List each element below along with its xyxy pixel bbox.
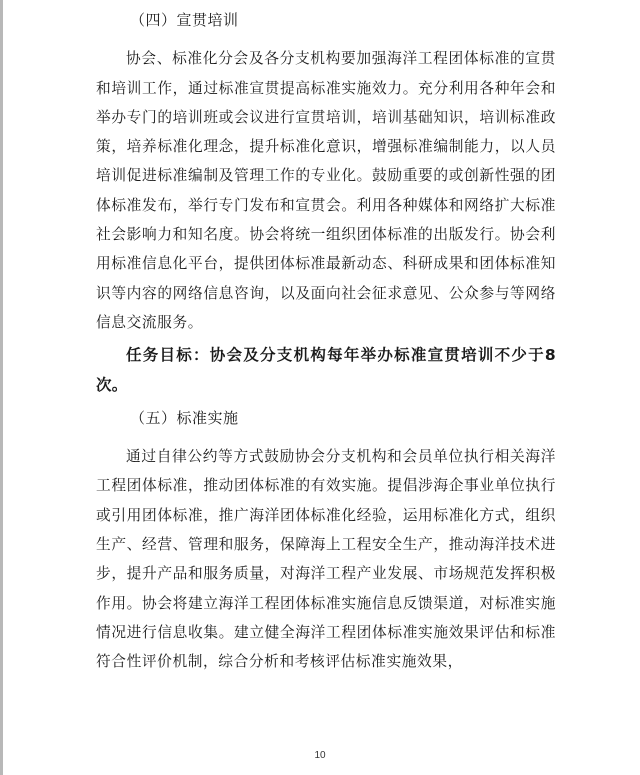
section-heading-training: （四）宣贯培训 xyxy=(130,11,239,29)
spacer xyxy=(96,35,556,44)
page-number: 10 xyxy=(314,750,326,761)
section-heading-implementation: （五）标准实施 xyxy=(130,408,239,427)
document-body xyxy=(96,6,556,677)
spacer xyxy=(96,433,556,442)
paragraph-training: 协会、标准化分会及各分支机构要加强海洋工程团体标准的宣贯和培训工作，通过标准宣贯提高标准实施效力。充分利用各种年会和举办专门的培训班或会议进行宣贯培训，培训基础知识，培训标准政策，培养标准化理念，提升标准化意识，增强标准编制能力，以人员培训促进标准编制及管理工作的专业化。鼓励重要的或创新性强的团体标准发布，举行专门发布和宣贯会。利用各种媒体和网络扩大标准社会影响力和知名度。协会将统一组织团体标准的出版发行。协会利用标准信息化平台，提供团体标准最新动态、科研成果和团体标准知识等内容的网络信息咨询，以及面向社会征求意见、公众参与等网络信息交流服务。 xyxy=(96,50,556,331)
page-left-edge xyxy=(0,0,3,775)
paragraph-implementation: 通过自律公约等方式鼓励协会分支机构和会员单位执行相关海洋工程团体标准，推动团体标准的有效实施。提倡涉海企事业单位执行或引用团体标准，推广海洋团体标准化经验，运用标准化方式，组织生产、经营、管理和服务，保障海上工程安全生产，推动海洋技术进步，提升产品和服务质量，对海洋工程产业发展、市场规范发挥积极作用。协会将建立海洋工程团体标准实施信息反馈渠道，对标准实施情况进行信息收集。建立健全海洋工程团体标准实施效果评估和标准符合性评价机制，综合分析和考核评估标准实施效果， xyxy=(96,448,556,671)
task-target-statement: 任务目标：协会及分支机构每年举办标准宣贯培训不少于8次。 xyxy=(96,346,556,394)
